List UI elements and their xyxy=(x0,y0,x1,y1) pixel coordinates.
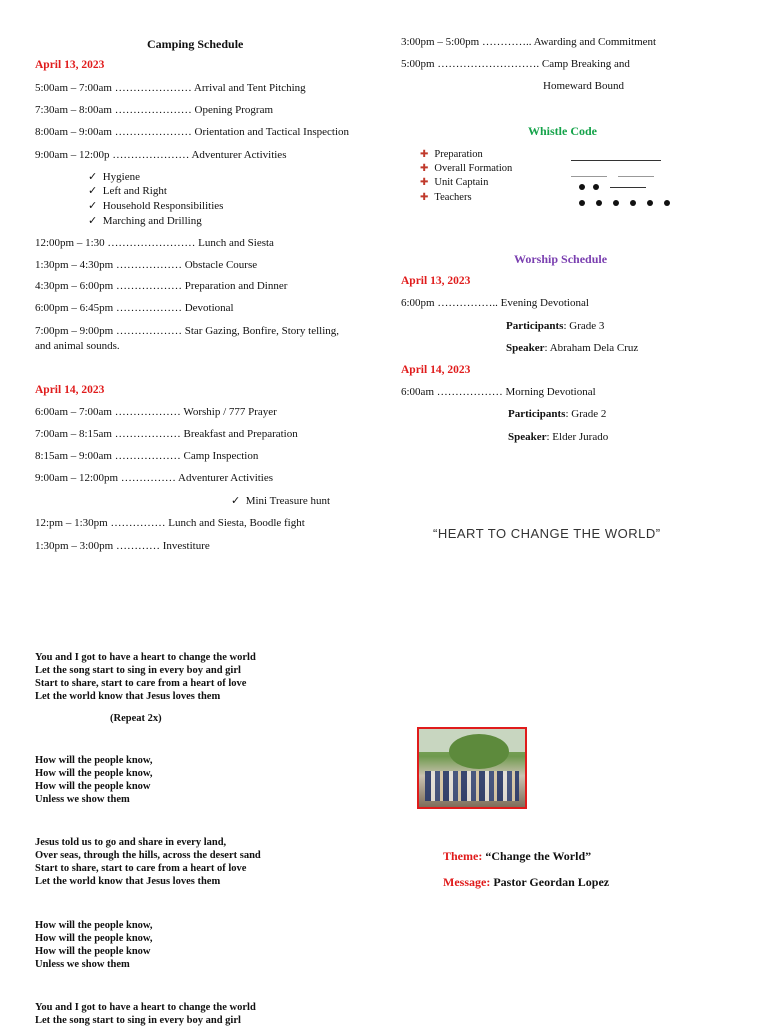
speaker-line: Speaker: Elder Jurado xyxy=(508,431,609,443)
camping-schedule-title: Camping Schedule xyxy=(147,37,244,51)
schedule-row: 1:30pm – 4:30pm ……………… Obstacle Course xyxy=(35,259,258,271)
whistle-teachers-signal xyxy=(579,197,670,209)
schedule-row-continued: and animal sounds. xyxy=(35,340,120,352)
worship-day2-date: April 14, 2023 xyxy=(401,364,471,376)
checkmark-icon: ✓ xyxy=(231,495,241,507)
schedule-row: 12:00pm – 1:30 …………………… Lunch and Siesta xyxy=(35,237,274,249)
whistle-unit-captain-signal xyxy=(579,181,646,193)
lyrics-chorus: How will the people know, How will the people know, How will the people know Unless we show them xyxy=(35,920,153,970)
lyrics-chorus: How will the people know, How will the people know, How will the people know Unless we show them xyxy=(35,755,153,805)
schedule-row: 12:pm – 1:30pm …………… Lunch and Siesta, Boodle fight xyxy=(35,517,305,529)
schedule-row: 6:00pm – 6:45pm ……………… Devotional xyxy=(35,302,234,314)
message-line: Message: Pastor Geordan Lopez xyxy=(443,875,610,889)
checklist-item: ✓ Marching and Drilling xyxy=(88,215,202,227)
whistle-item: ✚ Overall Formation xyxy=(420,163,513,174)
whistle-item: ✚ Teachers xyxy=(420,192,472,203)
day1-date: April 13, 2023 xyxy=(35,59,105,71)
lyrics-verse: Jesus told us to go and share in every land, Over seas, through the hills, across the desert sand Start to share, start to care from a heart of love Let the world know that Jesus loves them xyxy=(35,837,261,887)
group-photo xyxy=(417,727,527,809)
checklist-item: ✓ Household Responsibilities xyxy=(88,200,224,212)
lyrics-repeat-note: (Repeat 2x) xyxy=(110,713,162,724)
day2-date: April 14, 2023 xyxy=(35,384,105,396)
theme-line: Theme: “Change the World” xyxy=(443,849,592,863)
schedule-row: 8:00am – 9:00am ………………… Orientation and Tactical Inspection xyxy=(35,126,349,138)
checkmark-icon: ✓ xyxy=(88,171,98,183)
schedule-row: 1:30pm – 3:00pm ………… Investiture xyxy=(35,540,210,552)
schedule-row: 8:15am – 9:00am ……………… Camp Inspection xyxy=(35,450,259,462)
schedule-row: 6:00pm …………….. Evening Devotional xyxy=(401,297,589,309)
schedule-row: 3:00pm – 5:00pm ………….. Awarding and Commitment xyxy=(401,36,657,48)
schedule-row-continued: Homeward Bound xyxy=(543,80,624,92)
schedule-row: 9:00am – 12:00pm …………… Adventurer Activities xyxy=(35,472,274,484)
schedule-row: 7:00pm – 9:00pm ……………… Star Gazing, Bonfire, Story telling, xyxy=(35,325,340,337)
checklist-item: ✓ Hygiene xyxy=(88,171,140,183)
schedule-row: 6:00am ……………… Morning Devotional xyxy=(401,386,596,398)
arrow-bullet-icon: ✚ xyxy=(420,192,429,203)
participants-line: Participants: Grade 2 xyxy=(508,408,607,420)
checklist-item: ✓ Mini Treasure hunt xyxy=(231,495,331,507)
schedule-row: 5:00pm ………………………. Camp Breaking and xyxy=(401,58,630,70)
whistle-item: ✚ Preparation xyxy=(420,149,483,160)
worship-schedule-title: Worship Schedule xyxy=(514,252,608,266)
worship-day1-date: April 13, 2023 xyxy=(401,275,471,287)
checkmark-icon: ✓ xyxy=(88,215,98,227)
checkmark-icon: ✓ xyxy=(88,200,98,212)
checkmark-icon: ✓ xyxy=(88,185,98,197)
arrow-bullet-icon: ✚ xyxy=(420,177,429,188)
whistle-item: ✚ Unit Captain xyxy=(420,177,489,188)
lyrics-verse: You and I got to have a heart to change the world Let the song start to sing in every boy and girl xyxy=(35,1002,256,1026)
schedule-row: 5:00am – 7:00am ………………… Arrival and Tent Pitching xyxy=(35,82,306,94)
arrow-bullet-icon: ✚ xyxy=(420,149,429,160)
schedule-row: 9:00am – 12:00p ………………… Adventurer Activities xyxy=(35,149,287,161)
arrow-bullet-icon: ✚ xyxy=(420,163,429,174)
participants-line: Participants: Grade 3 xyxy=(506,320,605,332)
lyrics-verse: You and I got to have a heart to change the world Let the song start to sing in every boy and girl Start to share, start to care from a heart of love Let the world know that Jesus loves them xyxy=(35,652,256,702)
checklist-item: ✓ Left and Right xyxy=(88,185,167,197)
schedule-row: 7:00am – 8:15am ……………… Breakfast and Preparation xyxy=(35,428,298,440)
whistle-code-title: Whistle Code xyxy=(528,124,597,138)
schedule-row: 6:00am – 7:00am ……………… Worship / 777 Prayer xyxy=(35,406,277,418)
whistle-long-blast xyxy=(571,154,661,166)
schedule-row: 4:30pm – 6:00pm ……………… Preparation and Dinner xyxy=(35,280,288,292)
slogan-heading: “HEART TO CHANGE THE WORLD” xyxy=(433,526,661,541)
speaker-line: Speaker: Abraham Dela Cruz xyxy=(506,342,639,354)
schedule-row: 7:30am – 8:00am ………………… Opening Program xyxy=(35,104,274,116)
